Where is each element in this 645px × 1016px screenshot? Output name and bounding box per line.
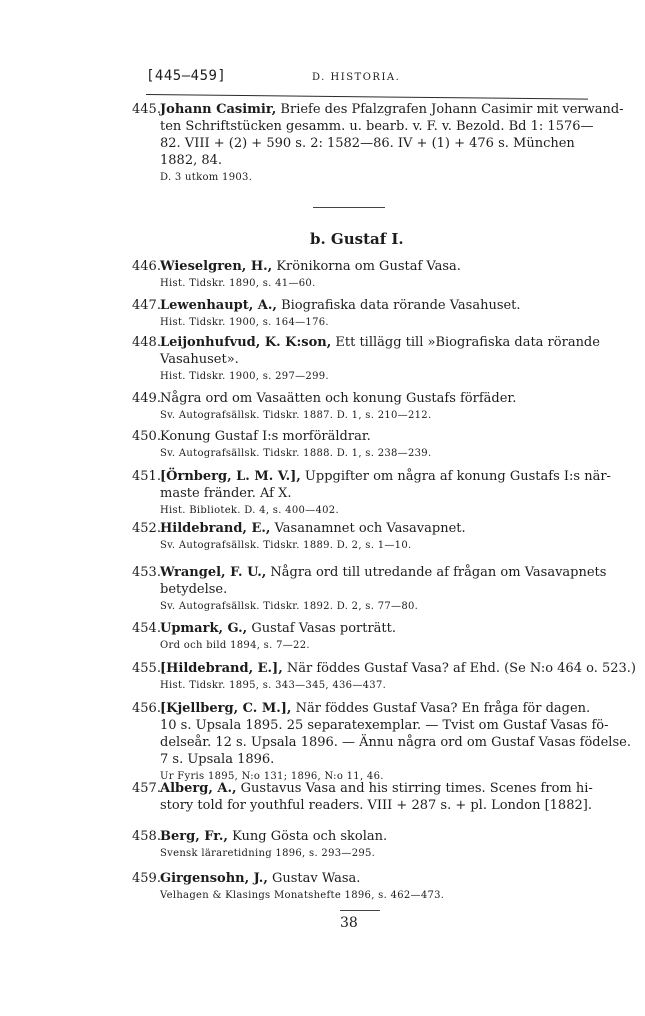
footer-rule xyxy=(340,910,380,911)
entry-text: 82. VIII + (2) + 590 s. 2: 1582—86. IV + (1) + 476 s. München xyxy=(160,136,575,151)
entry-number: 447. xyxy=(132,298,161,313)
entry-number: 455. xyxy=(132,661,161,676)
entry-author: Upmark, G., xyxy=(160,621,248,636)
entry-source: Ord och bild 1894, s. 7—22. xyxy=(160,640,310,651)
entry-author: Lewenhaupt, A., xyxy=(160,298,277,313)
header-rule xyxy=(146,94,588,100)
entry-line xyxy=(132,390,597,407)
entry-number: 456. xyxy=(132,701,161,716)
entry-author: Wrangel, F. U., xyxy=(160,565,267,580)
entry-number: 448. xyxy=(132,335,161,350)
entry-author: Girgensohn, J., xyxy=(160,871,268,886)
entry-title: När föddes Gustaf Vasa? En fråga för dagen. xyxy=(295,701,591,716)
entry-text: 7 s. Upsala 1896. xyxy=(160,752,275,767)
entry-title: När föddes Gustaf Vasa? af Ehd. (Se N:o 464 o. 523.) xyxy=(286,661,636,676)
entry-line xyxy=(132,828,597,845)
entry-author: [Hildebrand, E.], xyxy=(160,661,283,676)
entry-line xyxy=(132,660,636,677)
entry-text: Vasahuset». xyxy=(160,352,239,367)
entry-source: D. 3 utkom 1903. xyxy=(160,172,253,183)
entry-author: Wieselgren, H., xyxy=(160,259,273,274)
entry-title: Några ord till utredande af frågan om Vasavapnets xyxy=(270,565,607,580)
entry-number: 459. xyxy=(132,871,161,886)
entry-author: Berg, Fr., xyxy=(160,829,228,844)
entry-459 xyxy=(132,870,597,904)
entry-source: Sv. Autografsällsk. Tidskr. 1887. D. 1, s. 210—212. xyxy=(160,410,432,421)
entry-text: 1882, 84. xyxy=(160,153,223,168)
entry-number: 445. xyxy=(132,102,161,117)
entry-text: story told for youthful readers. VIII + 287 s. + pl. London [1882]. xyxy=(160,798,592,813)
entry-title: Konung Gustaf I:s morföräldrar. xyxy=(160,429,371,444)
entry-448 xyxy=(132,334,600,385)
entry-number: 446. xyxy=(132,259,161,274)
entry-line xyxy=(132,428,597,445)
entry-title: Biografiska data rörande Vasahuset. xyxy=(281,298,521,313)
entry-source: Sv. Autografsällsk. Tidskr. 1892. D. 2, s. 77—80. xyxy=(160,601,419,612)
entry-title: Ett tillägg till »Biografiska data rörande xyxy=(335,335,600,350)
entry-458 xyxy=(132,828,597,862)
entry-title: Vasanamnet och Vasavapnet. xyxy=(274,521,466,536)
entry-author: Johann Casimir, xyxy=(160,102,277,117)
entry-line xyxy=(132,520,597,537)
section-title: b. Gustaf I. xyxy=(310,230,404,248)
entry-source: Sv. Autografsällsk. Tidskr. 1889. D. 2, s. 1—10. xyxy=(160,540,412,551)
entry-source: Svensk läraretidning 1896, s. 293—295. xyxy=(160,848,376,859)
entry-line xyxy=(132,297,597,314)
entry-title: Gustaf Vasas porträtt. xyxy=(251,621,397,636)
entry-author: Leijonhufvud, K. K:son, xyxy=(160,335,332,350)
entry-451 xyxy=(132,468,611,519)
entry-455 xyxy=(132,660,636,694)
entry-454 xyxy=(132,620,597,654)
entry-449 xyxy=(132,390,597,424)
entry-number: 451. xyxy=(132,469,161,484)
entry-number: 454. xyxy=(132,621,161,636)
entry-text: delseår. 12 s. Upsala 1896. — Ännu några ord om Gustaf Vasas födelse. xyxy=(160,735,631,750)
entry-source: Sv. Autografsällsk. Tidskr. 1888. D. 1, s. 238—239. xyxy=(160,448,432,459)
entry-title: Gustav Wasa. xyxy=(271,871,361,886)
entry-author: [Kjellberg, C. M.], xyxy=(160,701,292,716)
entry-text: 10 s. Upsala 1895. 25 separatexemplar. — Tvist om Gustaf Vasas fö- xyxy=(160,718,609,733)
page-header xyxy=(146,68,588,90)
entry-source: Hist. Bibliotek. D. 4, s. 400—402. xyxy=(160,505,339,516)
entry-line xyxy=(132,780,597,797)
entry-450 xyxy=(132,428,597,462)
section-rule xyxy=(313,207,385,208)
entry-author: [Örnberg, L. M. V.], xyxy=(160,469,301,484)
entry-author: Hildebrand, E., xyxy=(160,521,271,536)
entry-number: 458. xyxy=(132,829,161,844)
entry-number: 452. xyxy=(132,521,161,536)
entry-456 xyxy=(132,700,631,785)
entry-number: 453. xyxy=(132,565,161,580)
entry-line xyxy=(132,334,600,351)
entry-source: Hist. Tidskr. 1900, s. 164—176. xyxy=(160,317,329,328)
entry-title: Kung Gösta och skolan. xyxy=(232,829,388,844)
entry-number: 457. xyxy=(132,781,161,796)
entry-title: Några ord om Vasaätten och konung Gustafs förfäder. xyxy=(160,391,517,406)
entry-range: [445—459] xyxy=(146,68,227,84)
entry-446 xyxy=(132,258,597,292)
entry-line xyxy=(132,258,597,275)
entry-453 xyxy=(132,564,607,615)
entry-title: Briefe des Pfalzgrafen Johann Casimir mit verwand- xyxy=(280,102,624,117)
entry-line xyxy=(132,620,597,637)
entry-447 xyxy=(132,297,597,331)
entry-source: Hist. Tidskr. 1900, s. 297—299. xyxy=(160,371,329,382)
entry-title: Uppgifter om några af konung Gustafs I:s när- xyxy=(304,469,611,484)
entry-457 xyxy=(132,780,597,814)
entry-source: Hist. Tidskr. 1890, s. 41—60. xyxy=(160,278,316,289)
entry-author: Alberg, A., xyxy=(160,781,237,796)
entry-title: Gustavus Vasa and his stirring times. Scenes from hi- xyxy=(240,781,593,796)
page-number: 38 xyxy=(340,915,358,931)
entry-text: ten Schriftstücken gesamm. u. bearb. v. F. v. Bezold. Bd 1: 1576— xyxy=(160,119,594,134)
entry-452 xyxy=(132,520,597,554)
entry-line xyxy=(132,468,611,485)
entry-line xyxy=(132,870,597,887)
entry-445 xyxy=(132,101,624,186)
entry-source: Ur Fyris 1895, N:o 131; 1896, N:o 11, 46. xyxy=(160,771,384,782)
entry-title: Krönikorna om Gustaf Vasa. xyxy=(276,259,461,274)
entry-number: 450. xyxy=(132,429,161,444)
running-title: D. HISTORIA. xyxy=(312,72,401,83)
entry-line xyxy=(132,564,607,581)
entry-text: betydelse. xyxy=(160,582,228,597)
entry-text: maste fränder. Af X. xyxy=(160,486,292,501)
entry-number: 449. xyxy=(132,391,161,406)
entry-line xyxy=(132,700,597,717)
entry-source: Hist. Tidskr. 1895, s. 343—345, 436—437. xyxy=(160,680,387,691)
entry-source: Velhagen & Klasings Monatshefte 1896, s. 462—473. xyxy=(160,890,445,901)
